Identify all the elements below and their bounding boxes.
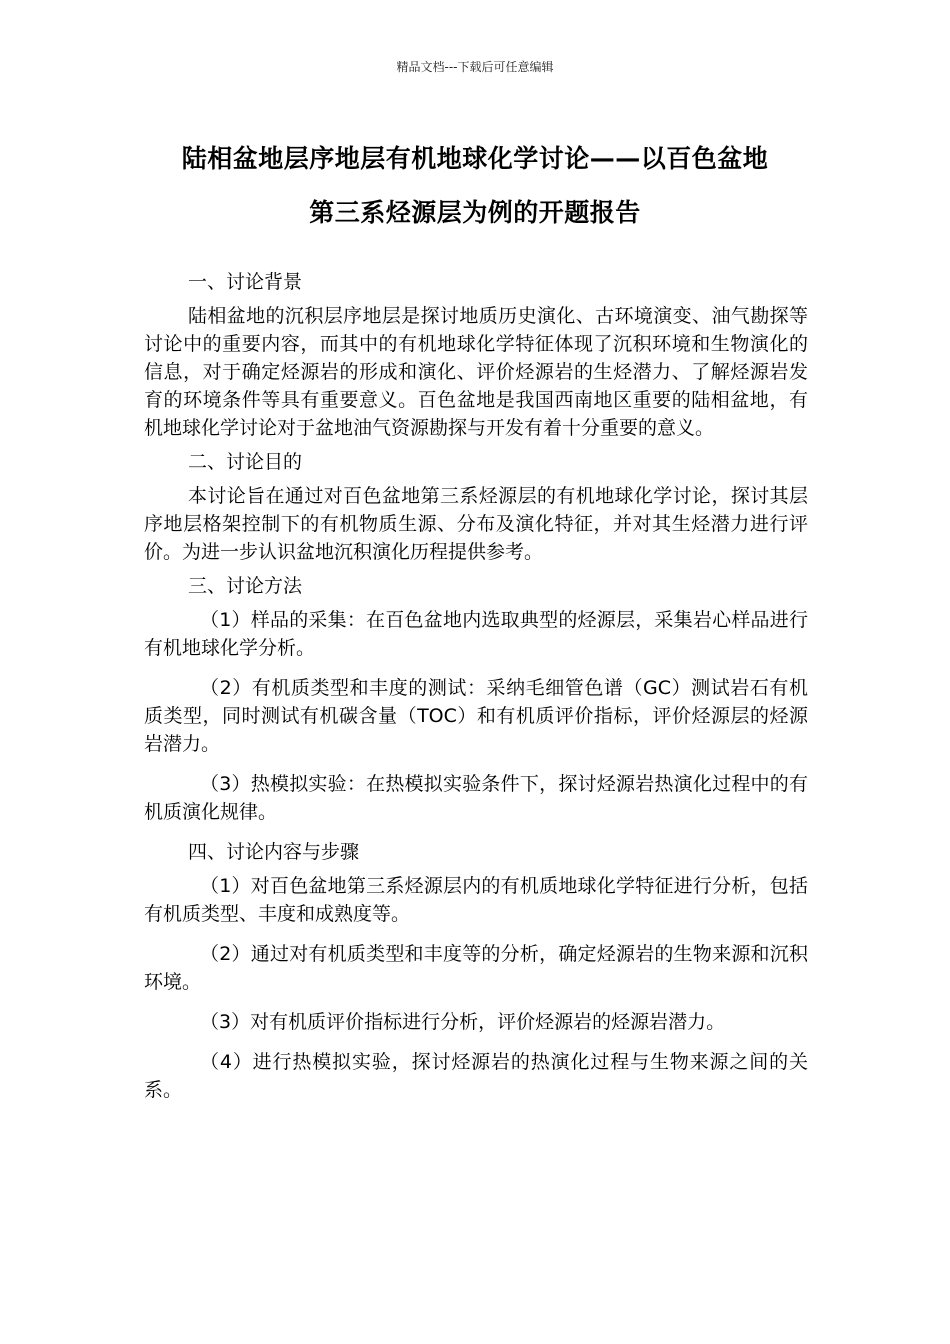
section-heading-methods: 三、讨论方法: [188, 575, 303, 597]
section-heading-background: 一、讨论背景: [188, 271, 303, 293]
method-item: （1）样品的采集：在百色盆地内选取典型的烃源层，采集岩心样品进行有机地球化学分析。: [144, 609, 808, 659]
method-item: （2）有机质类型和丰度的测试：采纳毛细管色谱（GC）测试岩石有机质类型，同时测试有机碳含量（TOC）和有机质评价指标，评价烃源层的烃源岩潜力。: [144, 677, 808, 755]
step-item: （1）对百色盆地第三系烃源层内的有机质地球化学特征进行分析，包括有机质类型、丰度和成熟度等。: [144, 875, 808, 925]
step-item: （3）对有机质评价指标进行分析，评价烃源岩的烃源岩潜力。: [200, 1011, 726, 1033]
header-note: 精品文档---下载后可任意编辑: [396, 60, 554, 74]
document-body: [144, 268, 808, 1116]
paragraph-background: 陆相盆地的沉积层序地层是探讨地质历史演化、古环境演变、油气勘探等讨论中的重要内容，而其中的有机地球化学特征体现了沉积环境和生物演化的信息，对于确定烃源岩的形成和演化、评价烃源岩的生烃潜力、了解烃源岩发育的环境条件等具有重要意义。百色盆地是我国西南地区重要的陆相盆地，有机地球化学讨论对于盆地油气资源勘探与开发有着十分重要的意义。: [144, 305, 808, 439]
section-heading-content-steps: 四、讨论内容与步骤: [188, 841, 360, 863]
document-title-line-2: 第三系烃源层为例的开题报告: [309, 198, 641, 227]
step-item: （2）通过对有机质类型和丰度等的分析，确定烃源岩的生物来源和沉积环境。: [144, 943, 808, 993]
document-title-line-1: 陆相盆地层序地层有机地球化学讨论——以百色盆地: [181, 144, 769, 173]
step-item: （4）进行热模拟实验，探讨烃源岩的热演化过程与生物来源之间的关系。: [144, 1051, 808, 1101]
paragraph-purpose: 本讨论旨在通过对百色盆地第三系烃源层的有机地球化学讨论，探讨其层序地层格架控制下的有机物质生源、分布及演化特征，并对其生烃潜力进行评价。为进一步认识盆地沉积演化历程提供参考。: [144, 485, 808, 563]
section-heading-purpose: 二、讨论目的: [188, 451, 303, 473]
method-item: （3）热模拟实验：在热模拟实验条件下，探讨烃源岩热演化过程中的有机质演化规律。: [144, 773, 808, 823]
